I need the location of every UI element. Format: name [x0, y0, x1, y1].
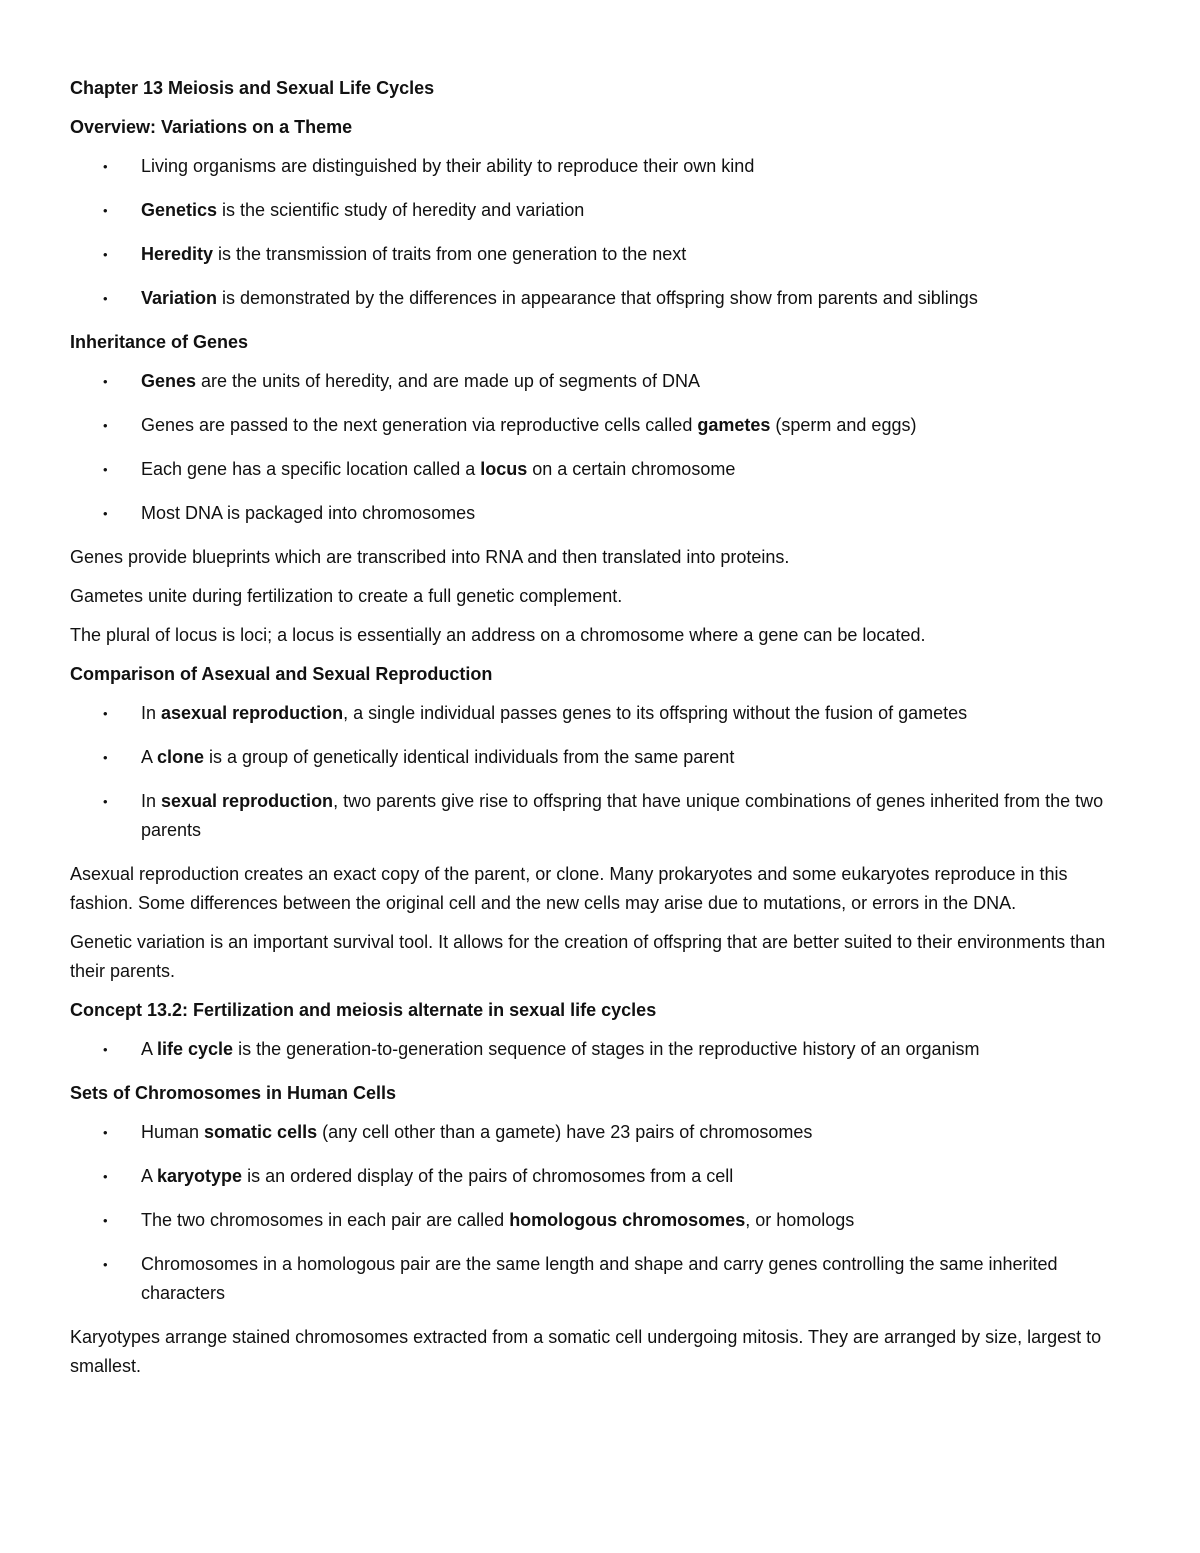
bullet-icon: • — [103, 1125, 108, 1140]
key-term: life cycle — [157, 1039, 234, 1059]
bullet-icon: • — [103, 1169, 108, 1184]
list-text: The two chromosomes in each pair are called — [141, 1210, 510, 1230]
list-text: , a single individual passes genes to its offspring without the fusion of gametes — [343, 703, 968, 723]
bullet-icon: • — [103, 462, 108, 477]
list-text: on a certain chromosome — [527, 459, 736, 479]
section — [70, 113, 1130, 313]
key-term: Genetics — [141, 200, 218, 220]
bullet-icon: • — [103, 1213, 108, 1228]
list-item — [70, 1162, 1130, 1191]
list-item — [70, 1250, 1130, 1308]
paragraph: Karyotypes arrange stained chromosomes extracted from a somatic cell undergoing mitosis. They are arranged by size, largest to smallest. — [70, 1327, 1102, 1376]
section-heading: Sets of Chromosomes in Human Cells — [70, 1083, 397, 1103]
list-text: A — [141, 1039, 158, 1059]
list-text: Living organisms are distinguished by their ability to reproduce their own kind — [141, 156, 755, 176]
key-term: locus — [480, 459, 528, 479]
bullet-icon: • — [103, 506, 108, 521]
section — [70, 660, 1130, 986]
list-text: A — [141, 747, 158, 767]
list-item — [70, 411, 1130, 440]
paragraph: Asexual reproduction creates an exact copy of the parent, or clone. Many prokaryotes and some eukaryotes reproduce in this fashion. Some differences between the original cell and the new cells may arise due to mutations, or errors in the DNA. — [70, 864, 1068, 913]
key-term: asexual reproduction — [161, 703, 344, 723]
list-item — [70, 499, 1130, 528]
bullet-icon: • — [103, 794, 108, 809]
list-text: In — [141, 791, 162, 811]
key-term: sexual reproduction — [161, 791, 334, 811]
key-term: Heredity — [141, 244, 214, 264]
list-item — [70, 699, 1130, 728]
document-body — [70, 113, 1130, 1381]
list-item — [70, 196, 1130, 225]
list-text: , two parents give rise to offspring that have unique combinations of genes inherited from the two parents — [141, 791, 1104, 840]
key-term: karyotype — [157, 1166, 243, 1186]
bullet-icon: • — [103, 750, 108, 765]
bullet-list — [70, 1035, 1130, 1064]
bullet-icon: • — [103, 1042, 108, 1057]
section — [70, 328, 1130, 650]
bullet-icon: • — [103, 159, 108, 174]
list-item — [70, 1206, 1130, 1235]
list-item — [70, 1118, 1130, 1147]
key-term: Genes — [141, 371, 197, 391]
list-text: (any cell other than a gamete) have 23 pairs of chromosomes — [317, 1122, 813, 1142]
bullet-icon: • — [103, 291, 108, 306]
key-term: gametes — [697, 415, 771, 435]
key-term: clone — [157, 747, 205, 767]
bullet-list — [70, 367, 1130, 528]
paragraph: Genetic variation is an important survival tool. It allows for the creation of offspring that are better suited to their environments than their parents. — [70, 932, 1106, 981]
bullet-icon: • — [103, 1257, 108, 1272]
list-text: are the units of heredity, and are made up of segments of DNA — [196, 371, 700, 391]
list-item — [70, 1035, 1130, 1064]
bullet-list — [70, 699, 1130, 845]
paragraph: Genes provide blueprints which are transcribed into RNA and then translated into proteins. — [70, 547, 790, 567]
list-text: Genes are passed to the next generation via reproductive cells called — [141, 415, 698, 435]
section-heading: Inheritance of Genes — [70, 332, 249, 352]
section-heading: Comparison of Asexual and Sexual Reproduction — [70, 664, 493, 684]
section — [70, 1079, 1130, 1381]
bullet-icon: • — [103, 247, 108, 262]
list-item — [70, 240, 1130, 269]
list-text: is an ordered display of the pairs of chromosomes from a cell — [242, 1166, 734, 1186]
list-text: Each gene has a specific location called a — [141, 459, 481, 479]
bullet-icon: • — [103, 706, 108, 721]
list-text: (sperm and eggs) — [770, 415, 917, 435]
bullet-icon: • — [103, 203, 108, 218]
list-text: is the scientific study of heredity and variation — [217, 200, 585, 220]
bullet-list — [70, 1118, 1130, 1308]
bullet-list — [70, 152, 1130, 313]
section-heading: Concept 13.2: Fertilization and meiosis alternate in sexual life cycles — [70, 1000, 657, 1020]
key-term: Variation — [141, 288, 218, 308]
list-item — [70, 284, 1130, 313]
list-text: is the transmission of traits from one generation to the next — [213, 244, 687, 264]
list-item — [70, 787, 1130, 845]
document-title: Chapter 13 Meiosis and Sexual Life Cycles — [70, 78, 435, 98]
list-text: , or homologs — [745, 1210, 855, 1230]
list-text: is demonstrated by the differences in appearance that offspring show from parents and siblings — [217, 288, 978, 308]
section-heading: Overview: Variations on a Theme — [70, 117, 353, 137]
list-text: In — [141, 703, 162, 723]
list-text: is the generation-to-generation sequence of stages in the reproductive history of an organism — [233, 1039, 980, 1059]
list-text: A — [141, 1166, 158, 1186]
list-item — [70, 367, 1130, 396]
key-term: homologous chromosomes — [509, 1210, 746, 1230]
list-text: Most DNA is packaged into chromosomes — [141, 503, 476, 523]
bullet-icon: • — [103, 418, 108, 433]
list-item — [70, 743, 1130, 772]
list-text: Chromosomes in a homologous pair are the same length and shape and carry genes controlling the same inherited characters — [141, 1254, 1058, 1303]
paragraph: Gametes unite during fertilization to create a full genetic complement. — [70, 586, 623, 606]
list-text: is a group of genetically identical individuals from the same parent — [204, 747, 735, 767]
list-item — [70, 455, 1130, 484]
key-term: somatic cells — [204, 1122, 318, 1142]
section — [70, 996, 1130, 1064]
list-text: Human — [141, 1122, 205, 1142]
paragraph: The plural of locus is loci; a locus is essentially an address on a chromosome where a gene can be located. — [70, 625, 926, 645]
list-item — [70, 152, 1130, 181]
bullet-icon: • — [103, 374, 108, 389]
